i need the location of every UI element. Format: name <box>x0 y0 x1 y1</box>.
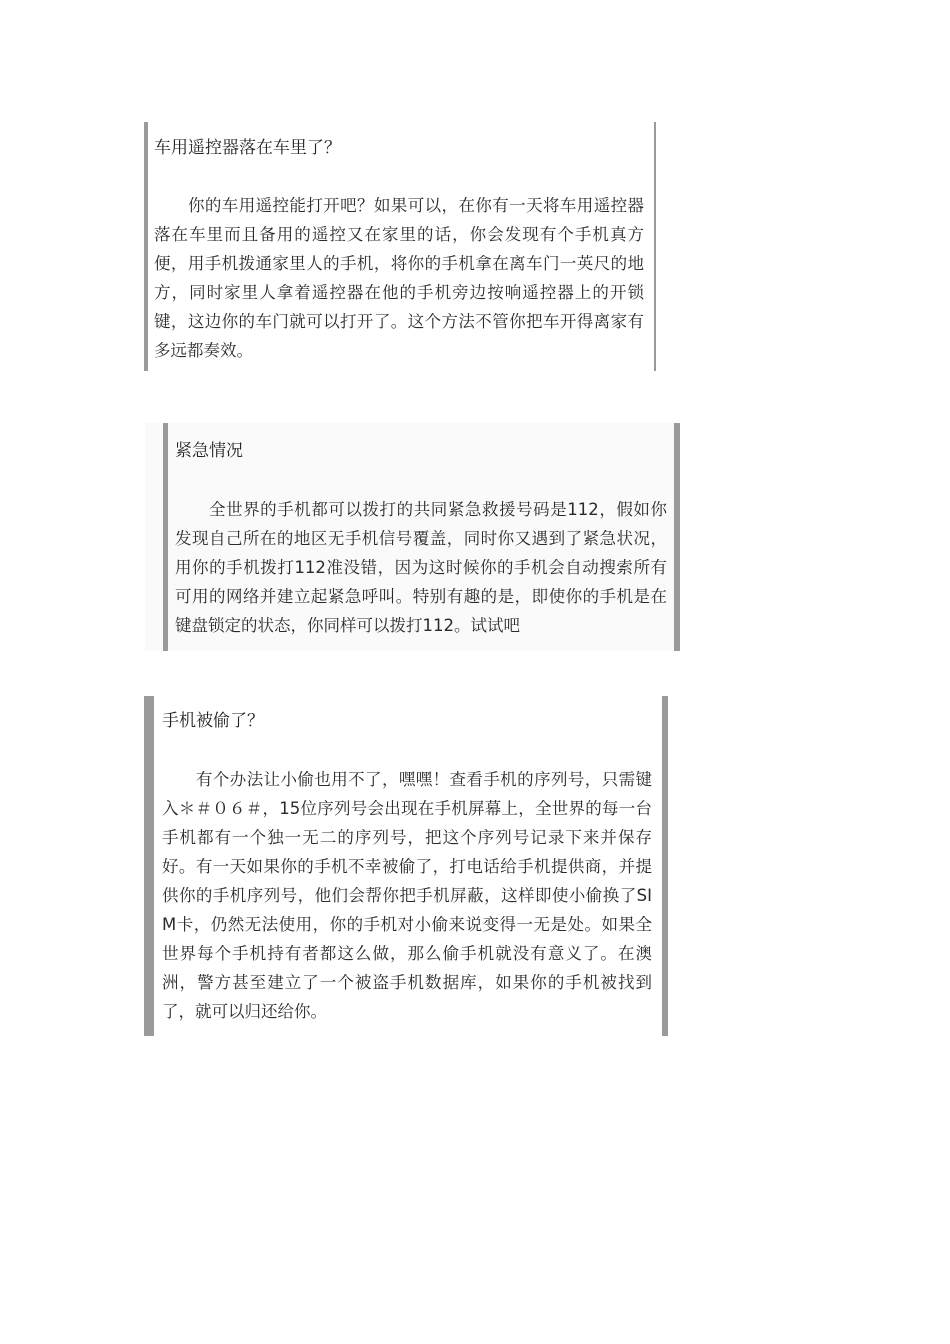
tip-title: 紧急情况 <box>175 441 243 461</box>
right-border-bar <box>662 696 668 1036</box>
tip-box-emergency <box>145 423 680 651</box>
tip-box-stolen-phone <box>144 696 668 1036</box>
left-border-bar <box>144 122 148 371</box>
tip-title: 手机被偷了？ <box>162 711 264 731</box>
tip-body: 全世界的手机都可以拨打的共同紧急救援号码是112，假如你发现自己所在的地区无手机信号覆盖，同时你又遇到了紧急状况，用你的手机拨打112准没错，因为这时候你的手机会自动搜索所有可用的网络并建立起紧急呼叫。特别有趣的是，即使你的手机是在键盘锁定的状态，你同样可以拨打112。试试吧 <box>175 500 667 635</box>
tip-body: 你的车用遥控能打开吧？如果可以，在你有一天将车用遥控器落在车里而且备用的遥控又在家里的话，你会发现有个手机真方便，用手机拨通家里人的手机，将你的手机拿在离车门一英尺的地方，同时家里人拿着遥控器在他的手机旁边按响遥控器上的开锁键，这边你的车门就可以打开了。这个方法不管你把车开得离家有多远都奏效。 <box>154 196 644 360</box>
left-border-bar <box>163 423 168 651</box>
tip-body: 有个办法让小偷也用不了，嘿嘿！查看手机的序列号，只需键入＊＃０６＃，15位序列号会出现在手机屏幕上，全世界的每一台手机都有一个独一无二的序列号，把这个序列号记录下来并保存好。有一天如果你的手机不幸被偷了，打电话给手机提供商，并提供你的手机序列号，他们会帮你把手机屏蔽，这样即使小偷换了SIM卡，仍然无法使用，你的手机对小偷来说变得一无是处。如果全世界每个手机持有者都这么做，那么偷手机就没有意义了。在澳洲，警方甚至建立了一个被盗手机数据库，如果你的手机被找到了，就可以归还给你。 <box>162 770 652 1021</box>
left-border-bar <box>144 696 154 1036</box>
tip-title: 车用遥控器落在车里了？ <box>154 138 341 158</box>
right-border-bar <box>674 423 680 651</box>
right-border-bar <box>654 122 656 371</box>
tip-box-car-remote <box>144 122 656 371</box>
